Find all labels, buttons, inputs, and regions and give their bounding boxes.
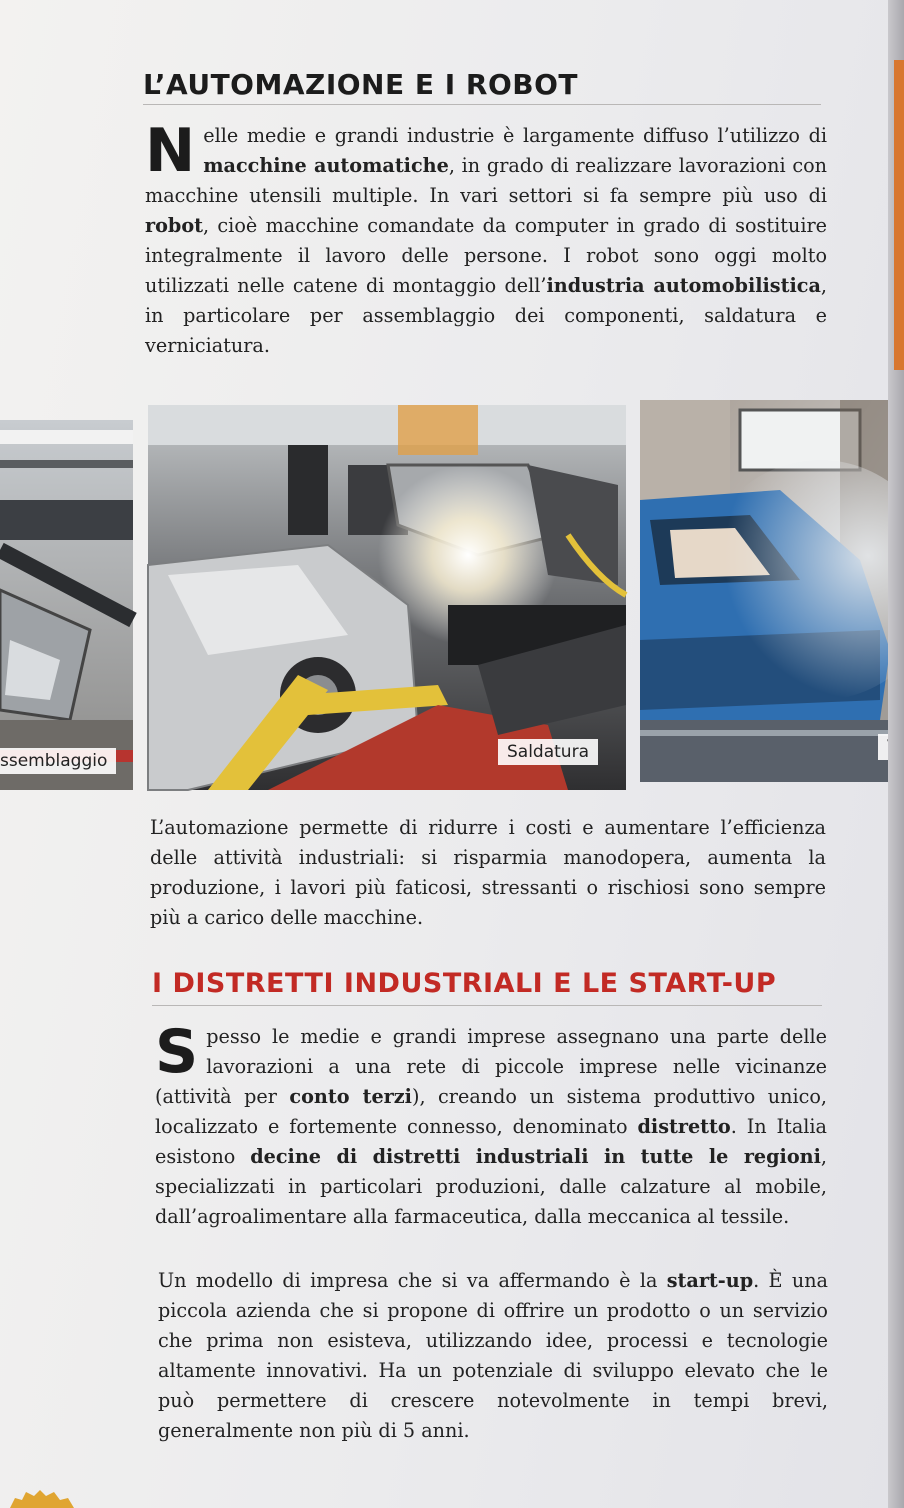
dropcap-letter: N: [145, 116, 196, 186]
text-run: , specializzati in particolari produzioni, dalle calzature al mobile, dall’agroalimentare alla farmaceutica, dalla meccanica al tessile.: [155, 1145, 827, 1228]
painting-car-image: [640, 400, 888, 782]
rich-paragraph-body: [158, 1269, 828, 1442]
text-run: , cioè macchine comandate da computer in grado di sostituire integralmente il lavoro delle persone. I robot sono oggi molto utilizzati nelle catene di montaggio dell’: [145, 214, 827, 297]
paragraph-start-up: [158, 1266, 828, 1446]
text-run: elle medie e grandi industrie è largamente diffuso l’utilizzo di: [203, 124, 827, 147]
photo-verniciatura: [640, 400, 888, 782]
next-page-orange-edge: [894, 60, 904, 370]
text-run: , in particolare per assemblaggio dei componenti, saldatura e verniciatura.: [145, 274, 827, 357]
bold-term: distretto: [637, 1115, 731, 1138]
assembly-line-image: [0, 420, 133, 790]
text-run: ), creando un sistema produttivo unico, localizzato e fortemente connesso, denominato: [155, 1085, 828, 1138]
rich-paragraph-body: [145, 116, 827, 357]
title-rule: [143, 104, 821, 105]
title-rule-2: [152, 1005, 822, 1006]
bold-term: macchine automatiche: [203, 154, 449, 177]
text-run: . È una piccola azienda che si propone di offrire un prodotto o un servizio che prima non esisteva, utilizzando idee, processi e tecnologie altamente innovativi. Ha un potenziale di sviluppo elevato che le può permettere di crescere notevolmente in tempi brevi, generalmente non più di 5 anni.: [158, 1269, 828, 1442]
section-title-automazione: L’AUTOMAZIONE E I ROBOT: [143, 68, 578, 101]
text-run: . In Italia esistono: [155, 1115, 827, 1168]
photo-saldatura: [148, 405, 626, 790]
text-run: Un modello di impresa che si va affermando è la: [158, 1269, 667, 1292]
text-run: , in grado di realizzare lavorazioni con macchine utensili multiple. In vari settori si fa sempre più uso di: [145, 154, 827, 207]
paragraph-distretti: [155, 1017, 828, 1232]
paragraph-automazione-vantaggi: L’automazione permette di ridurre i costi e aumentare l’efficienza delle attività industriali: si risparmia manodopera, aumenta la produzione, i lavori più faticosi, stressanti o rischiosi sono sempre più a carico delle macchine.: [150, 816, 826, 929]
paragraph-automazione-intro: [145, 116, 827, 361]
welding-robots-image: [148, 405, 626, 790]
rich-paragraph-body: [155, 1017, 828, 1228]
bold-term: start-up: [666, 1269, 754, 1292]
bold-term: conto terzi: [289, 1085, 412, 1108]
photo-assemblaggio: [0, 420, 133, 790]
bold-term: robot: [145, 214, 203, 237]
section-title-distretti: I DISTRETTI INDUSTRIALI E LE START-UP: [152, 968, 777, 999]
gear-icon: [10, 1488, 80, 1508]
dropcap-letter: S: [155, 1017, 199, 1087]
caption-assemblaggio: ssemblaggio: [0, 748, 116, 774]
text-run: pesso le medie e grandi imprese assegnano una parte delle lavorazioni a una rete di piccole imprese nelle vicinanze (attività per: [155, 1025, 827, 1108]
caption-saldatura: Saldatura: [498, 739, 598, 765]
bold-term: industria automobilistica: [546, 274, 821, 297]
bold-term: decine di distretti industriali in tutte le regioni: [250, 1145, 821, 1168]
